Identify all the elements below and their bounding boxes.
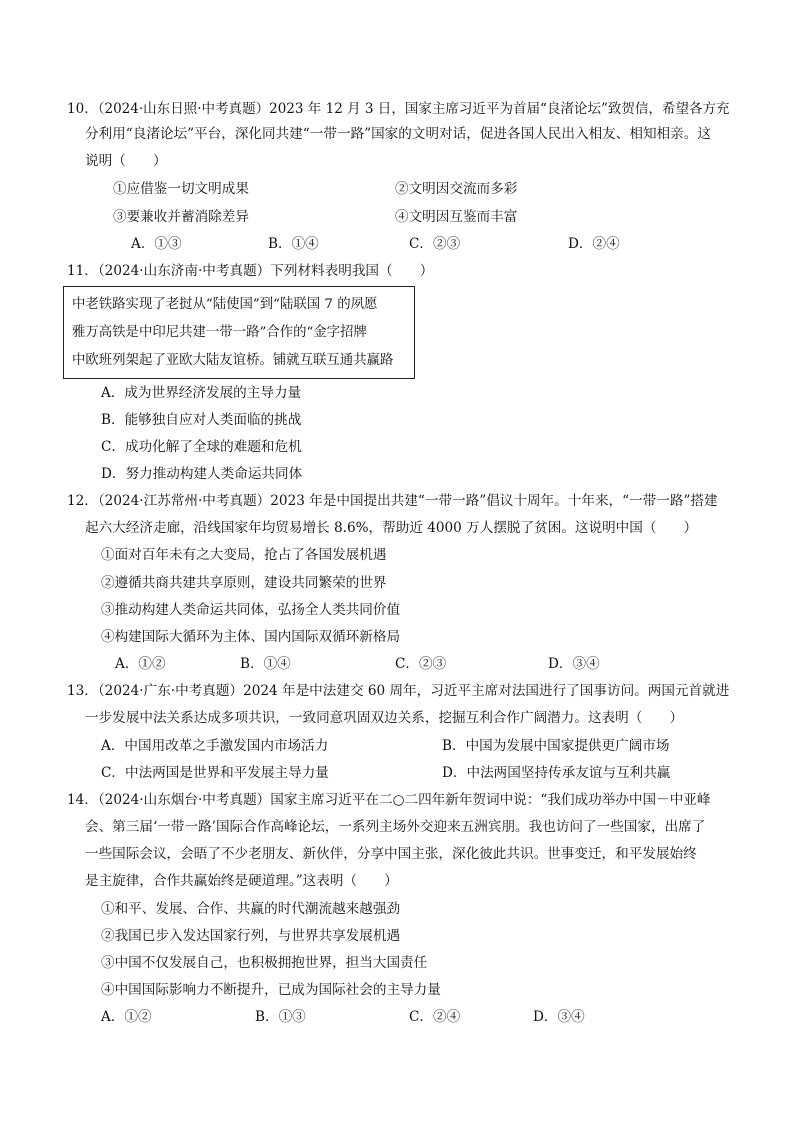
question-12-option-b[interactable]: B．①④ <box>240 656 291 672</box>
question-14-item-3: ③中国不仅发展自己，也积极拥抱世界，担当大国责任 <box>101 955 428 971</box>
question-12-option-c[interactable]: C．②③ <box>395 656 447 672</box>
question-10-option-d[interactable]: D．②④ <box>568 236 620 252</box>
question-12-item-3: ③推动构建人类命运共同体，弘扬全人类共同价值 <box>101 602 401 618</box>
question-11-option-c[interactable]: C．成功化解了全球的难题和危机 <box>101 439 302 455</box>
question-12-line-1: 12．（2024·江苏常州·中考真题）2023 年是中国提出共建“一带一路”倡议十周年。十年来，“一带一路”搭建 <box>67 493 718 509</box>
question-10-item-1: ①应借鉴一切文明成果 <box>113 181 249 197</box>
question-10-item-4: ④文明因互鉴而丰富 <box>395 209 518 225</box>
question-10-option-c[interactable]: C．②③ <box>409 236 461 252</box>
question-11-option-d[interactable]: D．努力推动构建人类命运共同体 <box>101 466 303 482</box>
question-10-option-b[interactable]: B．①④ <box>268 236 319 252</box>
question-14-item-1: ①和平、发展、合作、共赢的时代潮流越来越强劲 <box>101 901 401 917</box>
question-14-option-a[interactable]: A．①② <box>101 1009 152 1025</box>
question-12-item-4: ④构建国际大循环为主体、国内国际双循环新格局 <box>101 629 401 645</box>
question-11-option-b[interactable]: B．能够独自应对人类面临的挑战 <box>101 412 302 428</box>
question-10-line-1: 10．（2024·山东日照·中考真题）2023 年 12 月 3 日，国家主席习近平为首届“良渚论坛”致贺信，希望各方充 <box>67 101 730 117</box>
question-12-option-a[interactable]: A．①② <box>115 656 166 672</box>
material-line-1: 中老铁路实现了老挝从“陆使国”到“陆联国 7 的夙愿 <box>72 297 378 312</box>
question-14-line-4: 是主旋律，合作共赢始终是硬道理。”这表明（ ） <box>85 873 398 889</box>
question-10-line-3: 说明（ ） <box>85 153 167 169</box>
material-line-3: 中欧班列架起了亚欧大陆友谊桥。铺就互联互通共赢路 <box>72 353 394 368</box>
question-12-option-d[interactable]: D．③④ <box>548 656 600 672</box>
question-13-line-2: 一步发展中法关系达成多项共识，一致同意巩固双边关系，挖掘互利合作广阔潜力。这表明（ ） <box>85 710 684 726</box>
question-13-option-d[interactable]: D．中法两国坚持传承友谊与互利共赢 <box>442 765 671 781</box>
question-11-line-1: 11．（2024·山东济南·中考真题）下列材料表明我国（ ） <box>67 263 434 279</box>
question-12-line-2: 起六大经济走廊，沿线国家年均贸易增长 8.6%，帮助近 4000 万人摆脱了贫困。这说明中国（ ） <box>85 520 698 536</box>
question-14-option-b[interactable]: B．①③ <box>255 1009 306 1025</box>
question-13-option-b[interactable]: B．中国为发展中国家提供更广阔市场 <box>442 738 670 754</box>
question-11-option-a[interactable]: A．成为世界经济发展的主导力量 <box>101 385 302 401</box>
question-14-line-3: 一些国际会议，会晤了不少老朋友、新伙伴，分享中国主张，深化彼此共识。世事变迁，和平发展始终 <box>85 846 697 862</box>
question-13-option-a[interactable]: A．中国用改革之手激发国内市场活力 <box>101 738 329 754</box>
question-13-line-1: 13．（2024·广东·中考真题）2024 年是中法建交 60 周年，习近平主席对法国进行了国事访问。两国元首就进 <box>67 683 730 699</box>
question-14-option-c[interactable]: C．②④ <box>409 1009 461 1025</box>
question-10-item-2: ②文明因交流而多彩 <box>395 181 518 197</box>
question-13-option-c[interactable]: C．中法两国是世界和平发展主导力量 <box>101 765 329 781</box>
question-10-line-2: 分利用“良渚论坛”平台，深化同共建“一带一路”国家的文明对话，促进各国人民出入相友、相知相亲。这 <box>85 126 711 142</box>
question-14-line-1: 14．（2024·山东烟台·中考真题）国家主席习近平在二○二四年新年贺词中说：“我们成功举办中国－中亚峰 <box>67 792 711 808</box>
question-11-material-box <box>63 286 415 379</box>
question-10-item-3: ③要兼收并蓄消除差异 <box>113 209 249 225</box>
material-line-2: 雅万高铁是中印尼共建一带一路”合作的“金字招牌 <box>72 325 367 340</box>
question-12-item-2: ②遵循共商共建共享原则，建设共同繁荣的世界 <box>101 575 387 591</box>
question-14-option-d[interactable]: D．③④ <box>533 1009 585 1025</box>
question-14-item-4: ④中国国际影响力不断提升，已成为国际社会的主导力量 <box>101 982 441 998</box>
question-14-line-2: 会、第三届‘一带一路’国际合作高峰论坛，一系列主场外交迎来五洲宾朋。我也访问了一些国家，出席了 <box>85 819 706 835</box>
question-14-item-2: ②我国已步入发达国家行列，与世界共享发展机遇 <box>101 928 401 944</box>
question-12-item-1: ①面对百年未有之大变局，抢占了各国发展机遇 <box>101 547 387 563</box>
question-10-option-a[interactable]: A．①③ <box>131 236 182 252</box>
